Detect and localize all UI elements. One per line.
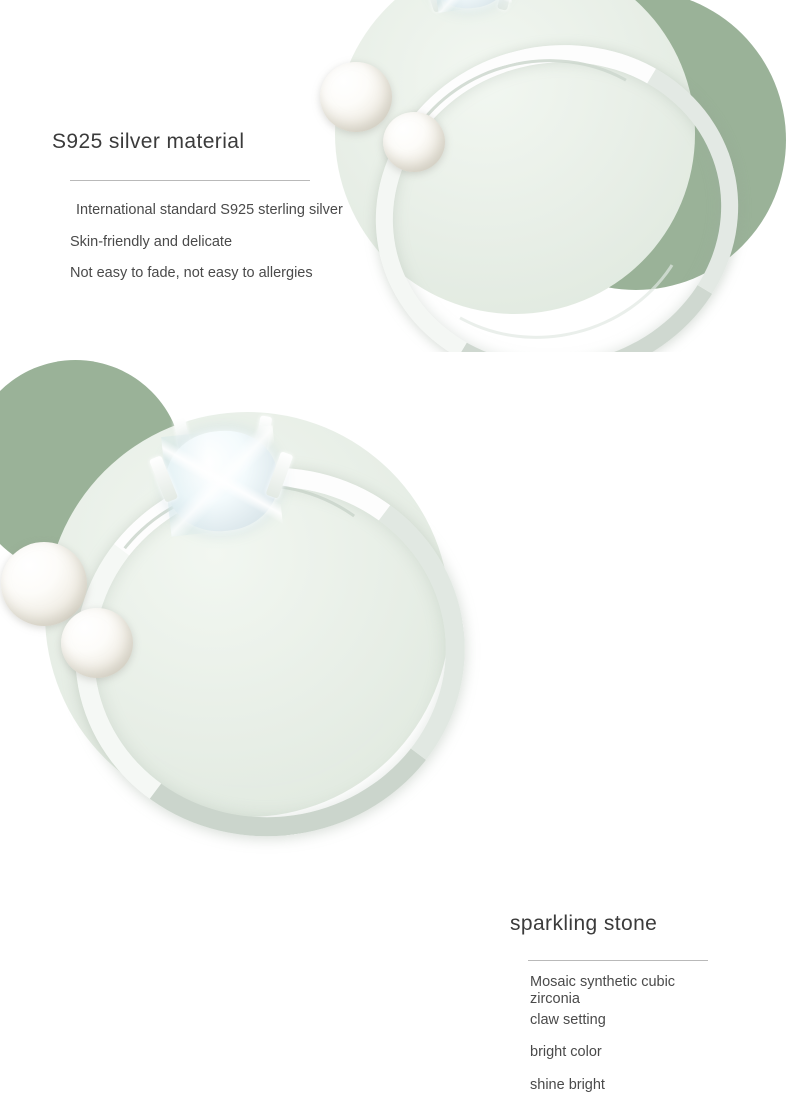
feature-text: bright color — [530, 1044, 602, 1060]
zirconia-stone-bottom — [161, 425, 283, 536]
pearl-bead — [61, 608, 133, 678]
feature-text: International standard S925 sterling silver — [76, 202, 343, 218]
pearl-bead — [1, 542, 87, 626]
section-heading-s925: S925 silver material — [52, 130, 245, 153]
pearl-bead — [383, 112, 445, 172]
section-heading-sparkling-stone: sparkling stone — [510, 912, 658, 935]
feature-text: Mosaic synthetic cubic zirconia — [530, 974, 676, 1007]
pearl-bead — [320, 62, 392, 132]
feature-text: Skin-friendly and delicate — [70, 234, 233, 250]
section-s925-silver-material — [0, 0, 750, 350]
feature-text: shine bright — [530, 1077, 605, 1093]
heading-underline — [70, 180, 310, 181]
feature-text: Not easy to fade, not easy to allergies — [70, 265, 313, 281]
feature-text: claw setting — [530, 1012, 606, 1028]
gem-facet-highlight — [161, 425, 283, 536]
product-photo-top — [335, 0, 695, 314]
product-photo-bottom — [45, 412, 450, 817]
heading-underline — [528, 960, 708, 961]
section-sparkling-stone — [0, 352, 750, 1093]
